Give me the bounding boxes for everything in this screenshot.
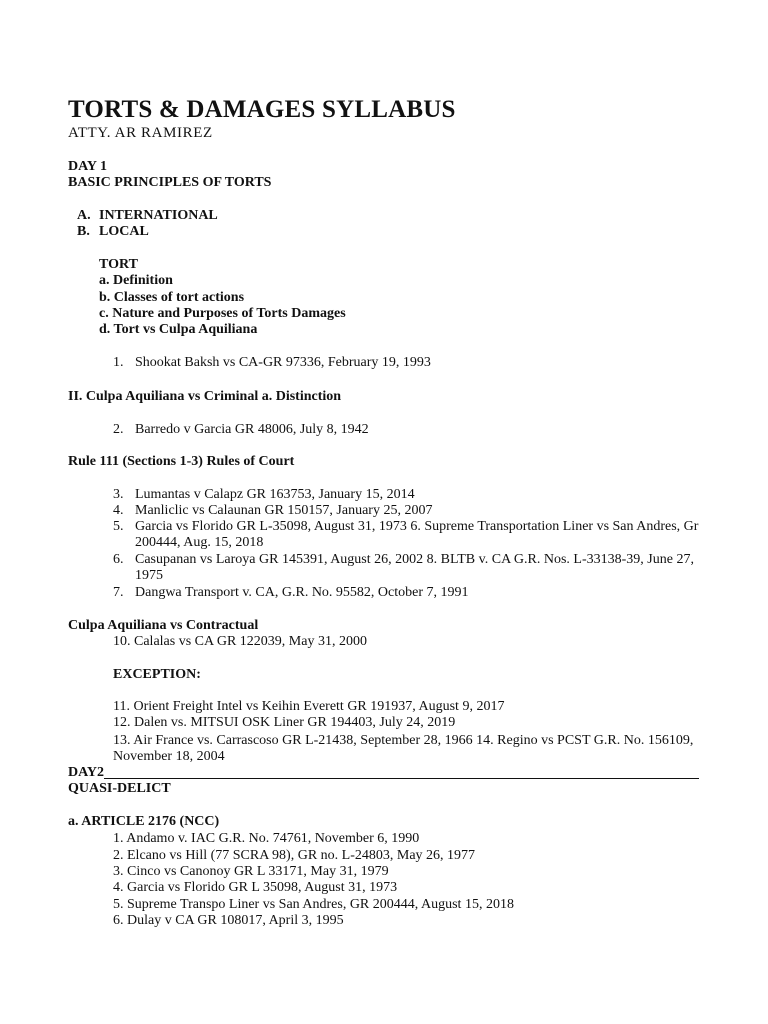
case-text-continuation: November 18, 2004 [113, 749, 225, 764]
case-item [113, 503, 432, 519]
case-item: 12. Dalen vs. MITSUI OSK Liner GR 194403, July 24, 2019 [113, 715, 456, 730]
document-title: TORTS & DAMAGES SYLLABUS [68, 96, 456, 123]
case-marker: 6. [113, 552, 124, 567]
day1-heading: DAY 1 [68, 159, 108, 174]
case-marker: 2. [113, 422, 124, 437]
case-item: 2. Elcano vs Hill (77 SCRA 98), GR no. L-24803, May 26, 1977 [113, 848, 476, 863]
list-text: INTERNATIONAL [99, 208, 218, 223]
case-marker: 3. [113, 487, 124, 502]
case-item [113, 585, 469, 601]
tort-item: c. Nature and Purposes of Torts Damages [99, 306, 346, 321]
contractual-heading: Culpa Aquiliana vs Contractual [68, 618, 259, 633]
exception-heading: EXCEPTION: [113, 667, 201, 682]
case-marker: 4. [113, 503, 124, 518]
case-item: 3. Cinco vs Canonoy GR L 33171, May 31, 1979 [113, 864, 389, 879]
case-text: Lumantas v Calapz GR 163753, January 15, 2014 [135, 487, 415, 502]
case-item: 4. Garcia vs Florido GR L 35098, August 31, 1973 [113, 880, 398, 895]
case-marker: 1. [113, 355, 124, 370]
section2-heading: II. Culpa Aquiliana vs Criminal a. Distinction [68, 389, 342, 404]
day2-heading: DAY2 [68, 765, 105, 780]
case-item: 1. Andamo v. IAC G.R. No. 74761, November 6, 1990 [113, 831, 420, 846]
case-text: Barredo v Garcia GR 48006, July 8, 1942 [135, 422, 369, 437]
case-text: Casupanan vs Laroya GR 145391, August 26, 2002 8. BLTB v. CA G.R. Nos. L-33138-39, June 27, [135, 552, 694, 567]
case-item: 11. Orient Freight Intel vs Keihin Everett GR 191937, August 9, 2017 [113, 699, 505, 714]
case-item: 10. Calalas vs CA GR 122039, May 31, 2000 [113, 634, 367, 649]
tort-item: b. Classes of tort actions [99, 290, 245, 305]
case-item [113, 355, 431, 371]
case-text-continuation: 1975 [135, 568, 163, 583]
list-text: LOCAL [99, 224, 149, 239]
list-item-a [77, 208, 218, 224]
case-item: 6. Dulay v CA GR 108017, April 3, 1995 [113, 913, 344, 928]
case-text-continuation: 200444, Aug. 15, 2018 [135, 535, 264, 550]
case-item [113, 519, 698, 535]
tort-item: d. Tort vs Culpa Aquiliana [99, 322, 258, 337]
case-item: 5. Supreme Transpo Liner vs San Andres, GR 200444, August 15, 2018 [113, 897, 514, 912]
case-text: Manliclic vs Calaunan GR 150157, January 25, 2007 [135, 503, 433, 518]
list-marker: B. [77, 224, 90, 239]
case-item [113, 487, 415, 503]
day2-subheading: QUASI-DELICT [68, 781, 171, 796]
day2-underline [104, 778, 699, 779]
tort-heading: TORT [99, 257, 138, 272]
case-marker: 7. [113, 585, 124, 600]
case-marker: 5. [113, 519, 124, 534]
case-text: Shookat Baksh vs CA-GR 97336, February 19, 1993 [135, 355, 431, 370]
day1-subheading: BASIC PRINCIPLES OF TORTS [68, 175, 272, 190]
case-text: Dangwa Transport v. CA, G.R. No. 95582, October 7, 1991 [135, 585, 469, 600]
case-text: Garcia vs Florido GR L-35098, August 31, 1973 6. Supreme Transportation Liner vs San Andres, Gr [135, 519, 699, 534]
case-item [113, 552, 694, 568]
tort-item: a. Definition [99, 273, 173, 288]
author-line: ATTY. AR RAMIREZ [68, 125, 213, 141]
article-heading: a. ARTICLE 2176 (NCC) [68, 814, 220, 829]
case-item: 13. Air France vs. Carrascoso GR L-21438, September 28, 1966 14. Regino vs PCST G.R. No. 156109, [113, 733, 694, 748]
list-item-b [77, 224, 149, 240]
rule111-heading: Rule 111 (Sections 1-3) Rules of Court [68, 454, 295, 469]
list-marker: A. [77, 208, 91, 223]
case-item [113, 422, 369, 438]
